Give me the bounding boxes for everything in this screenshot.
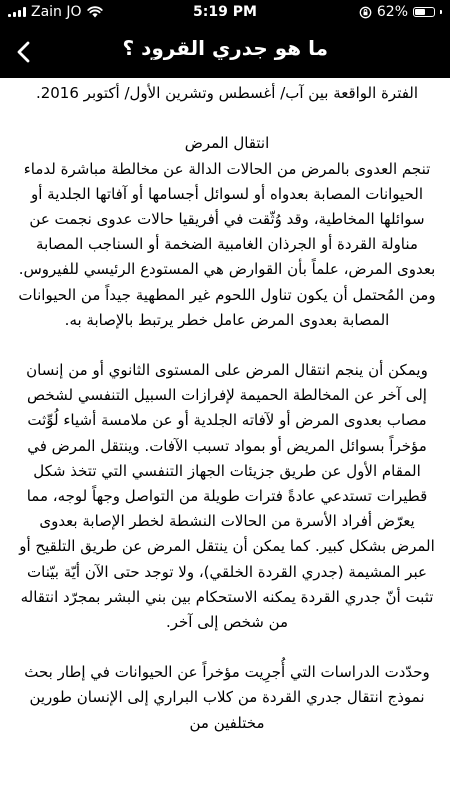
carrier-label: Zain JO: [31, 4, 82, 20]
orientation-lock-icon: [359, 6, 372, 19]
paragraph-transmission-animal: تنجم العدوى بالمرض من الحالات الدالة عن مخالطة مباشرة لدماء الحيوانات المصابة بعدواه أو لسوائل أجسامها أو آفاتها الجلدية أو سوائلها المخاطية، وقد وُثّقت في أفريقيا حالات عدوى نجمت عن مناولة القردة أو الجرذان الغامبية الضخمة أو السناجب المصابة بعدوى المرض، علماً بأن القوارض هي المستودع الرئيسي للفيروس. ومن المُحتمل أن يكون تناول اللحوم غير المطهية جيداً من الحيوانات المصابة بعدوى المرض عامل خطر يرتبط بالإصابة به.: [18, 159, 436, 329]
battery-percent: 62%: [376, 4, 408, 20]
status-time: 5:19 PM: [193, 4, 257, 20]
battery-fill: [415, 9, 425, 15]
article-scroll-view[interactable]: [0, 59, 450, 800]
paragraph-transmission-human: ويمكن أن ينجم انتقال المرض على المستوى الثانوي أو من إنسان إلى آخر عن المخالطة الحميمة لإفرازات السبيل التنفسي لشخص مصاب بعدوى المرض أو لآفاته الجلدية أو عن ملامسة أشياء لُوِّثت مؤخراً بسوائل المريض أو بمواد تسبب الآفات. وينتقل المرض في المقام الأول عن طريق جزيئات الجهاز التنفسي التي تتخذ شكل قطيرات تستدعي عادةً فترات طويلة من التواصل وجهاً لوجه، مما يعرّض أفراد الأسرة من الحالات النشطة لخطر الإصابة بعدوى المرض بشكل كبير. كما يمكن أن ينتقل المرض عن طريق التلقيح أو عبر المشيمة (جدري القردة الخلقي)، ولا توجد حتى الآن أيّة بيّنات تثبت أنّ جدري القردة يمكنه الاستحكام بين بني البشر بمجرّد انتقاله من شخص إلى آخر.: [19, 361, 435, 632]
article-body: [18, 56, 436, 736]
battery-tip: [440, 10, 442, 14]
paragraph-spacer: [18, 106, 436, 131]
status-bar: [0, 0, 450, 24]
paragraph-studies: وحدّدت الدراسات التي أُجرِيت مؤخراً عن الحيوانات في إطار بحث نموذج انتقال جدري القردة من كلاب البراري إلى الإنسان طورين مختلفين من: [24, 663, 430, 732]
section-heading: انتقال المرض: [184, 134, 270, 153]
battery-icon: [413, 7, 435, 17]
paragraph-spacer: [18, 635, 436, 660]
intro-paragraph: إطار الدفاع ماشية أخرى للمرض بجمهورية أفريقيا الوسطى في الفترة الواقعة بين آب/ أغسطس وتشرين الأول/ أكتوبر 2016.: [32, 59, 422, 103]
paragraph-spacer: [18, 333, 436, 358]
page-title: ما هو جدري القرود ؟: [122, 36, 328, 60]
status-right: [359, 0, 442, 24]
